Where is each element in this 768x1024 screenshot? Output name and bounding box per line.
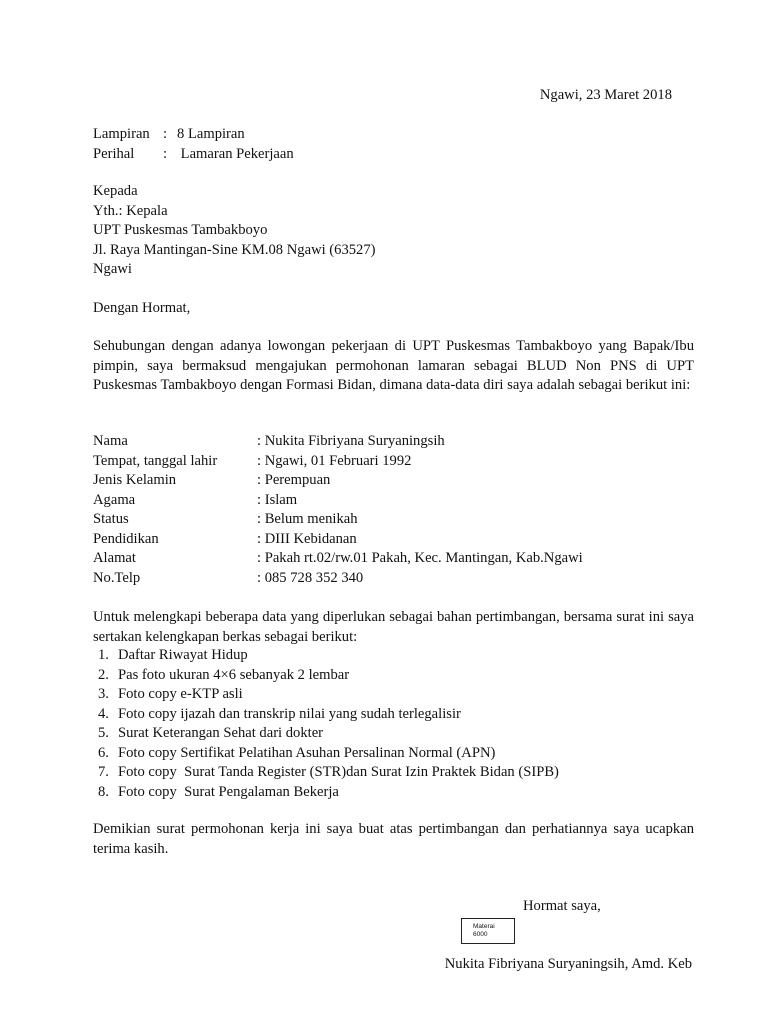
identity-value: : Ngawi, 01 Februari 1992: [257, 452, 412, 469]
list-item: [93, 744, 559, 764]
list-item: [93, 666, 559, 686]
list-item: [93, 646, 559, 666]
list-text: Foto copy ijazah dan transkrip nilai yang sudah terlegalisir: [118, 705, 461, 722]
meta-value: Lamaran Pekerjaan: [177, 145, 294, 162]
identity-row: [93, 432, 583, 452]
recipient-line: Jl. Raya Mantingan-Sine KM.08 Ngawi (63527): [93, 241, 376, 258]
signer-name: Nukita Fibriyana Suryaningsih, Amd. Keb: [444, 956, 692, 972]
meta-row-subject: [93, 145, 294, 165]
identity-label: Pendidikan: [93, 530, 159, 547]
identity-value: : Nukita Fibriyana Suryaningsih: [257, 433, 445, 449]
meta-label: Perihal: [93, 145, 135, 162]
identity-value: : DIII Kebidanan: [257, 530, 357, 547]
list-number: 3.: [98, 686, 109, 702]
list-number: 6.: [98, 744, 109, 761]
meta-label: Lampiran: [93, 126, 150, 142]
identity-row: [93, 549, 583, 569]
identity-label: Jenis Kelamin: [93, 472, 177, 488]
meta-value: 8 Lampiran: [177, 126, 245, 142]
list-text: Foto copy Surat Tanda Register (STR)dan Surat Izin Praktek Bidan (SIPB): [118, 764, 559, 780]
recipient-line: Kepada: [93, 183, 138, 199]
revenue-stamp-box: [461, 918, 515, 944]
recipient-line: Yth.: Kepala: [93, 202, 168, 219]
identity-label: Alamat: [93, 550, 136, 566]
identity-row: [93, 471, 583, 491]
list-item: [93, 705, 559, 725]
recipient-block: [93, 182, 376, 280]
list-number: 7.: [98, 764, 109, 780]
intro-paragraph: Sehubungan dengan adanya lowongan pekerjaan di UPT Puskesmas Tambakboyo yang Bapak/Ibu pimpin, saya bermaksud mengajukan permohonan lamaran sebagai BLUD Non PNS di UPT Puskesmas Tambakboyo dengan Formasi Bidan, dimana data-data diri saya adalah sebagai berikut ini:: [93, 338, 694, 393]
list-item: [93, 783, 559, 803]
identity-value: : Islam: [257, 491, 298, 508]
list-number: 1.: [98, 647, 109, 663]
list-text: Foto copy Surat Pengalaman Bekerja: [118, 783, 339, 800]
stamp-line: 6000: [473, 931, 488, 938]
list-item: [93, 685, 559, 705]
list-number: 8.: [98, 783, 109, 800]
list-text: Daftar Riwayat Hidup: [118, 647, 248, 663]
attachments-intro-paragraph: Untuk melengkapi beberapa data yang diperlukan sebagai bahan pertimbangan, bersama surat ini saya sertakan kelengkapan berkas sebagai berikut:: [93, 609, 694, 645]
list-text: Foto copy Sertifikat Pelatihan Asuhan Persalinan Normal (APN): [118, 744, 496, 761]
identity-row: [93, 491, 583, 511]
list-text: Foto copy e-KTP asli: [118, 686, 243, 702]
identity-label: Agama: [93, 491, 136, 508]
stamp-line: Materai: [473, 923, 495, 930]
identity-label: No.Telp: [93, 569, 141, 586]
identity-table: [93, 432, 583, 588]
letter-meta: [93, 125, 294, 164]
identity-row: [93, 569, 583, 589]
identity-row: [93, 530, 583, 550]
identity-row: [93, 452, 583, 472]
recipient-line: UPT Puskesmas Tambakboyo: [93, 222, 268, 238]
closing-salutation: Hormat saya,: [523, 898, 601, 914]
identity-label: Nama: [93, 433, 128, 449]
identity-value: : Belum menikah: [257, 511, 358, 527]
identity-label: Tempat, tanggal lahir: [93, 452, 218, 469]
list-item: [93, 763, 559, 783]
list-number: 2.: [98, 666, 109, 683]
identity-value: : 085 728 352 340: [257, 569, 364, 586]
list-text: Pas foto ukuran 4×6 sebanyak 2 lembar: [118, 666, 350, 683]
greeting: Dengan Hormat,: [93, 300, 191, 316]
list-number: 4.: [98, 705, 109, 722]
identity-value: : Pakah rt.02/rw.01 Pakah, Kec. Mantingan, Kab.Ngawi: [257, 550, 583, 566]
list-number: 5.: [98, 725, 109, 741]
identity-row: [93, 510, 583, 530]
recipient-line: Ngawi: [93, 261, 132, 277]
identity-value: : Perempuan: [257, 472, 331, 488]
closing-paragraph: Demikian surat permohonan kerja ini saya buat atas pertimbangan dan perhatiannya saya ucapkan terima kasih.: [93, 821, 694, 857]
meta-colon: :: [163, 126, 168, 142]
attachment-list: [93, 646, 559, 802]
place-date: Ngawi, 23 Maret 2018: [539, 87, 672, 103]
list-item: [93, 724, 559, 744]
meta-colon: :: [163, 145, 168, 162]
identity-label: Status: [93, 511, 129, 527]
list-text: Surat Keterangan Sehat dari dokter: [118, 725, 324, 741]
meta-row-attachment: [93, 125, 294, 145]
